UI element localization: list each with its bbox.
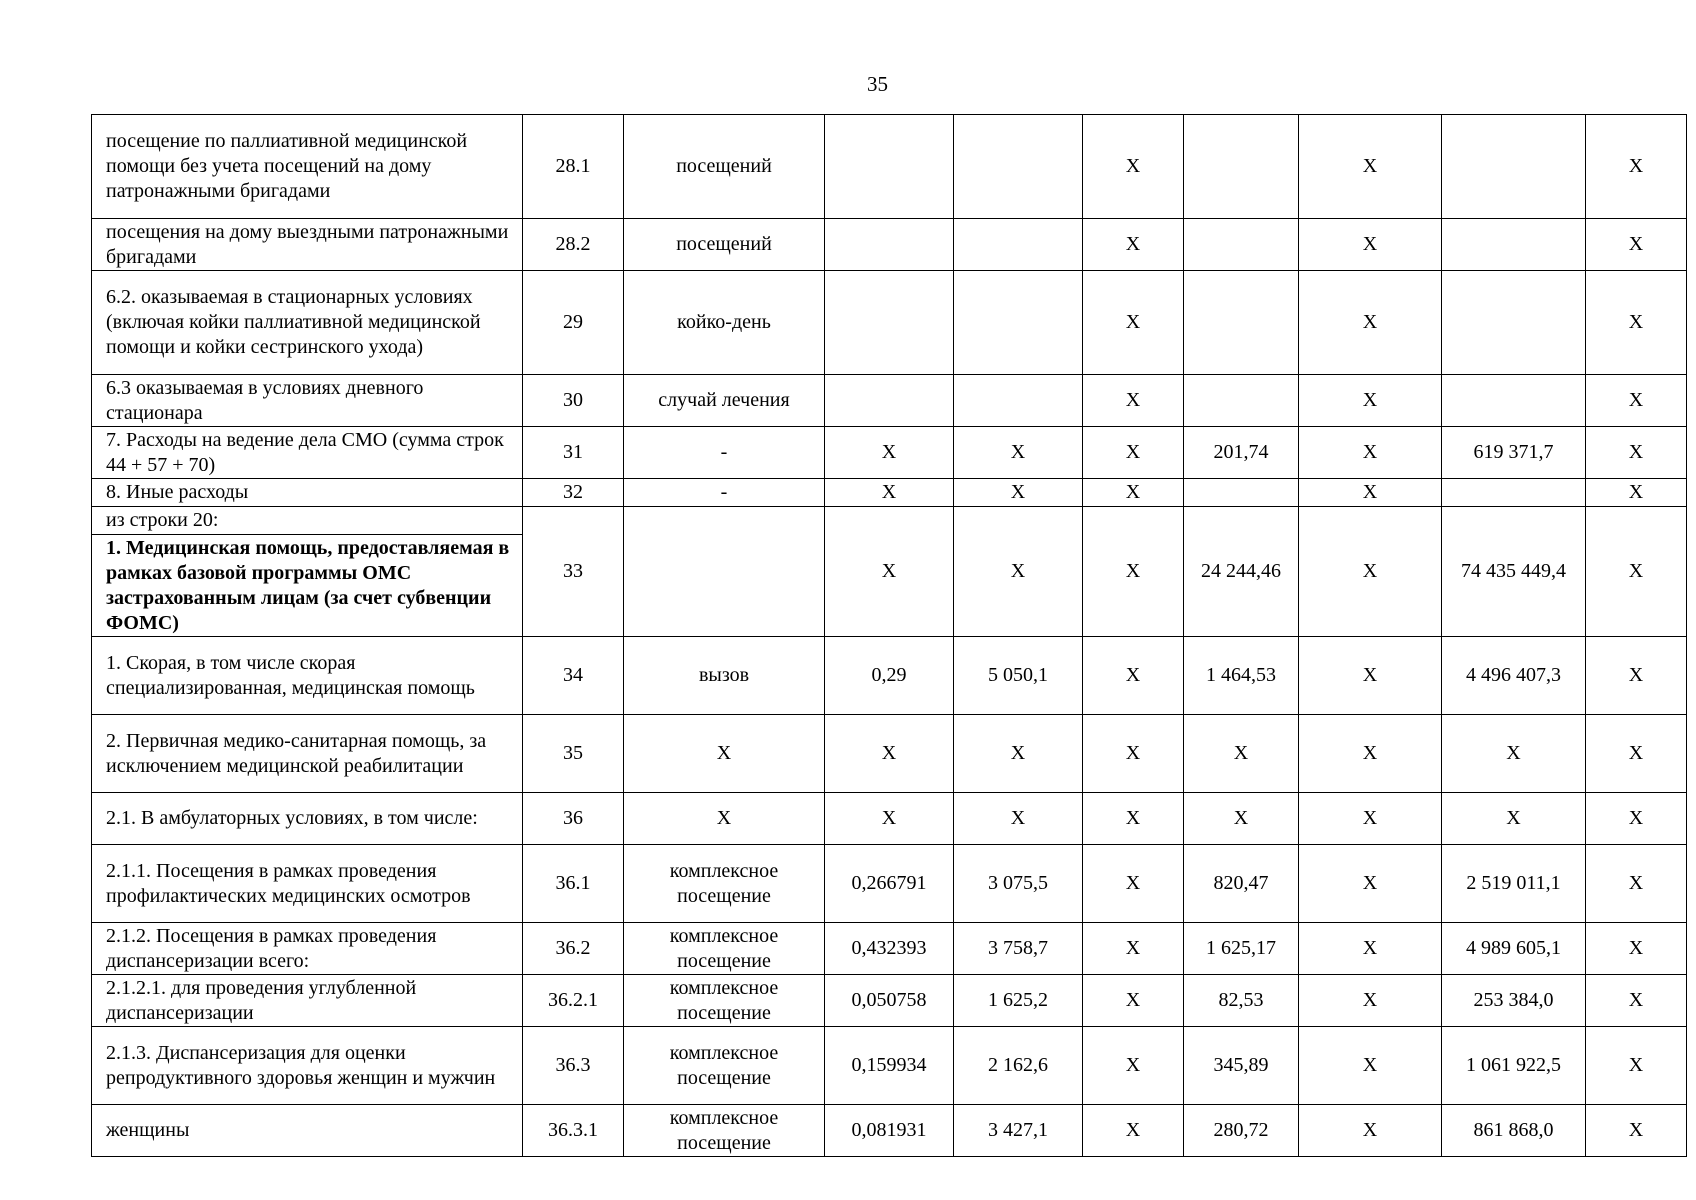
row-code: 36.1 [523, 845, 624, 923]
cell-col5: 2 162,6 [954, 1027, 1083, 1105]
cell-col10: X [1586, 793, 1687, 845]
cell-col5 [954, 115, 1083, 219]
row-code: 29 [523, 271, 624, 375]
cell-col5: 3 427,1 [954, 1105, 1083, 1157]
cell-col7 [1184, 219, 1299, 271]
cell-col6: X [1083, 845, 1184, 923]
table-row [92, 923, 1687, 975]
row-code: 34 [523, 637, 624, 715]
cell-col5: X [954, 507, 1083, 637]
cell-col6: X [1083, 115, 1184, 219]
cell-col7: 201,74 [1184, 427, 1299, 479]
cell-col6: X [1083, 271, 1184, 375]
cell-col8: X [1299, 219, 1442, 271]
cell-col6: X [1083, 637, 1184, 715]
row-unit: койко-день [624, 271, 825, 375]
cell-col7: 1 464,53 [1184, 637, 1299, 715]
row-name: 2.1. В амбулаторных условиях, в том числе: [92, 793, 523, 845]
cell-col6: X [1083, 715, 1184, 793]
cell-col10: X [1586, 219, 1687, 271]
table-row [92, 219, 1687, 271]
row-code: 30 [523, 375, 624, 427]
cell-col6: X [1083, 427, 1184, 479]
row-name: 2.1.1. Посещения в рамках проведения профилактических медицинских осмотров [92, 845, 523, 923]
cell-col7: 820,47 [1184, 845, 1299, 923]
cell-col10: X [1586, 375, 1687, 427]
row-code: 28.2 [523, 219, 624, 271]
cell-col6: X [1083, 479, 1184, 507]
cell-col9 [1442, 271, 1586, 375]
cell-col4: 0,266791 [825, 845, 954, 923]
cell-col8: X [1299, 793, 1442, 845]
data-table [91, 114, 1687, 1157]
row-name: 7. Расходы на ведение дела СМО (сумма строк 44 + 57 + 70) [92, 427, 523, 479]
cell-col9: 2 519 011,1 [1442, 845, 1586, 923]
cell-col6: X [1083, 975, 1184, 1027]
cell-col7: 1 625,17 [1184, 923, 1299, 975]
cell-col5 [954, 271, 1083, 375]
cell-col9: 74 435 449,4 [1442, 507, 1586, 637]
cell-col8: X [1299, 923, 1442, 975]
row-code: 36.3.1 [523, 1105, 624, 1157]
cell-col6: X [1083, 1027, 1184, 1105]
cell-col9 [1442, 375, 1586, 427]
cell-col6: X [1083, 507, 1184, 637]
cell-col4: X [825, 507, 954, 637]
table-row [92, 1105, 1687, 1157]
cell-col7 [1184, 375, 1299, 427]
cell-col7: X [1184, 793, 1299, 845]
cell-col9: 4 496 407,3 [1442, 637, 1586, 715]
table-row [92, 479, 1687, 507]
cell-col7: 24 244,46 [1184, 507, 1299, 637]
cell-col7: 280,72 [1184, 1105, 1299, 1157]
table-row [92, 375, 1687, 427]
cell-col4 [825, 271, 954, 375]
cell-col7 [1184, 479, 1299, 507]
row-name: 2.1.2.1. для проведения углубленной диспансеризации [92, 975, 523, 1027]
cell-col4: 0,432393 [825, 923, 954, 975]
cell-col7: X [1184, 715, 1299, 793]
cell-col10: X [1586, 975, 1687, 1027]
cell-col8: X [1299, 115, 1442, 219]
table-row [92, 271, 1687, 375]
cell-col8: X [1299, 637, 1442, 715]
cell-col7: 82,53 [1184, 975, 1299, 1027]
row-code: 35 [523, 715, 624, 793]
cell-col9: 253 384,0 [1442, 975, 1586, 1027]
cell-col10: X [1586, 115, 1687, 219]
cell-col6: X [1083, 793, 1184, 845]
cell-col4: 0,159934 [825, 1027, 954, 1105]
cell-col8: X [1299, 845, 1442, 923]
cell-col10: X [1586, 1105, 1687, 1157]
cell-col8: X [1299, 975, 1442, 1027]
cell-col8: X [1299, 375, 1442, 427]
cell-col4: X [825, 715, 954, 793]
cell-col10: X [1586, 271, 1687, 375]
cell-col6: X [1083, 219, 1184, 271]
table-row [92, 115, 1687, 219]
cell-col4: X [825, 479, 954, 507]
cell-col8: X [1299, 1105, 1442, 1157]
row-code: 36.3 [523, 1027, 624, 1105]
cell-col9: X [1442, 793, 1586, 845]
cell-col4: 0,081931 [825, 1105, 954, 1157]
cell-col10: X [1586, 1027, 1687, 1105]
cell-col8: X [1299, 479, 1442, 507]
row-unit: комплексное посещение [624, 1027, 825, 1105]
table-row [92, 507, 1687, 535]
cell-col6: X [1083, 923, 1184, 975]
row-name: посещения на дому выездными патронажными бригадами [92, 219, 523, 271]
row-name: 2.1.2. Посещения в рамках проведения диспансеризации всего: [92, 923, 523, 975]
cell-col4: X [825, 427, 954, 479]
cell-col5 [954, 375, 1083, 427]
table-row [92, 637, 1687, 715]
cell-col4 [825, 219, 954, 271]
row-name-subheader: из строки 20: [92, 507, 523, 535]
row-name: 1. Медицинская помощь, предоставляемая в рамках базовой программы ОМС застрахованным лицам (за счет субвенции ФОМС) [92, 535, 523, 637]
table-row [92, 975, 1687, 1027]
cell-col10: X [1586, 923, 1687, 975]
cell-col9: X [1442, 715, 1586, 793]
cell-col4: 0,29 [825, 637, 954, 715]
cell-col8: X [1299, 1027, 1442, 1105]
cell-col5: X [954, 715, 1083, 793]
cell-col5 [954, 219, 1083, 271]
table-row [92, 715, 1687, 793]
row-unit: посещений [624, 115, 825, 219]
cell-col10: X [1586, 427, 1687, 479]
cell-col8: X [1299, 427, 1442, 479]
cell-col5: 5 050,1 [954, 637, 1083, 715]
row-name: 8. Иные расходы [92, 479, 523, 507]
row-unit: X [624, 793, 825, 845]
row-unit: - [624, 427, 825, 479]
cell-col10: X [1586, 845, 1687, 923]
row-name: 2.1.3. Диспансеризация для оценки репродуктивного здоровья женщин и мужчин [92, 1027, 523, 1105]
cell-col5: X [954, 479, 1083, 507]
cell-col7 [1184, 271, 1299, 375]
row-unit: посещений [624, 219, 825, 271]
cell-col4 [825, 375, 954, 427]
row-name: 6.3 оказываемая в условиях дневного стационара [92, 375, 523, 427]
row-unit: комплексное посещение [624, 975, 825, 1027]
row-name: 6.2. оказываемая в стационарных условиях (включая койки паллиативной медицинской помощи и койки сестринского ухода) [92, 271, 523, 375]
cell-col9: 619 371,7 [1442, 427, 1586, 479]
cell-col10: X [1586, 715, 1687, 793]
cell-col10: X [1586, 479, 1687, 507]
cell-col5: 3 758,7 [954, 923, 1083, 975]
row-unit: случай лечения [624, 375, 825, 427]
cell-col7 [1184, 115, 1299, 219]
row-unit: комплексное посещение [624, 1105, 825, 1157]
row-unit: X [624, 715, 825, 793]
cell-col9 [1442, 479, 1586, 507]
row-unit: - [624, 479, 825, 507]
cell-col9 [1442, 219, 1586, 271]
row-unit [624, 507, 825, 637]
cell-col8: X [1299, 271, 1442, 375]
row-name: 1. Скорая, в том числе скорая специализированная, медицинская помощь [92, 637, 523, 715]
cell-col8: X [1299, 507, 1442, 637]
cell-col10: X [1586, 507, 1687, 637]
row-code: 36.2 [523, 923, 624, 975]
cell-col5: X [954, 793, 1083, 845]
cell-col9: 861 868,0 [1442, 1105, 1586, 1157]
row-code: 32 [523, 479, 624, 507]
row-unit: комплексное посещение [624, 845, 825, 923]
cell-col7: 345,89 [1184, 1027, 1299, 1105]
cell-col4: X [825, 793, 954, 845]
row-unit: вызов [624, 637, 825, 715]
cell-col6: X [1083, 375, 1184, 427]
table-row [92, 1027, 1687, 1105]
cell-col5: 3 075,5 [954, 845, 1083, 923]
cell-col4: 0,050758 [825, 975, 954, 1027]
cell-col9 [1442, 115, 1586, 219]
table-row [92, 793, 1687, 845]
row-name: женщины [92, 1105, 523, 1157]
row-name: 2. Первичная медико-санитарная помощь, за исключением медицинской реабилитации [92, 715, 523, 793]
row-code: 33 [523, 507, 624, 637]
cell-col5: 1 625,2 [954, 975, 1083, 1027]
cell-col9: 4 989 605,1 [1442, 923, 1586, 975]
row-unit: комплексное посещение [624, 923, 825, 975]
row-code: 31 [523, 427, 624, 479]
cell-col8: X [1299, 715, 1442, 793]
cell-col4 [825, 115, 954, 219]
page-number: 35 [867, 72, 888, 96]
row-code: 28.1 [523, 115, 624, 219]
cell-col9: 1 061 922,5 [1442, 1027, 1586, 1105]
row-name: посещение по паллиативной медицинской помощи без учета посещений на дому патронажными бригадами [92, 115, 523, 219]
row-code: 36.2.1 [523, 975, 624, 1027]
cell-col5: X [954, 427, 1083, 479]
cell-col6: X [1083, 1105, 1184, 1157]
row-code: 36 [523, 793, 624, 845]
table-row [92, 845, 1687, 923]
table-row [92, 427, 1687, 479]
cell-col10: X [1586, 637, 1687, 715]
